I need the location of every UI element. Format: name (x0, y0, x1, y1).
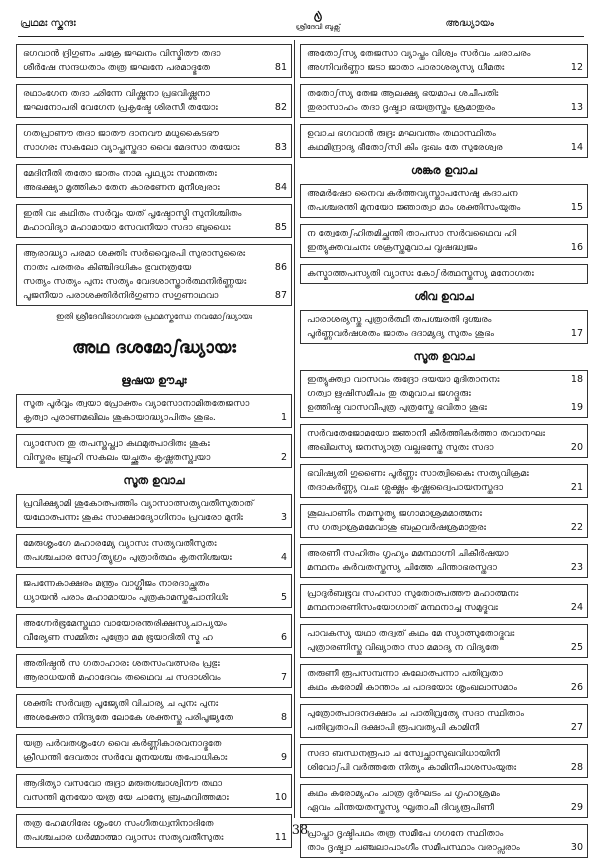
verse-line: തപശ്ചചാര സോഽത്യുഗ്രം പുത്രാർത്ഥം കൃതനിശ്ചയഃ (23, 552, 232, 563)
verse-line: മേരുശൃംഗേ മഹാരമ്യേ വ്യാസഃ സത്യവതീസുതഃ (23, 538, 217, 549)
verse-number: 30 (570, 842, 583, 853)
verse-number: 26 (570, 682, 583, 693)
verse-line: ജപന്നേകാക്ഷരം മന്ത്രം വാഗ്ബീജം നാരദാച്ഛ്രുതം (23, 578, 210, 589)
verse-line: ഗതപ്രാണൗ തദാ ജാതൗ ദാനവൗ മധുകൈടഭൗ (23, 128, 219, 139)
verse-line: അരണീ സഹിതം ഗൃഹ്യം മമന്ഥാഗ്നി ചികീർഷയാ (307, 548, 509, 559)
speaker-heading: സൂത ഉവാച (413, 350, 475, 363)
verse-line: ഇത്യുക്ത്വാ വാസവം രുദ്രോ ദയയാ മുദിതാനനഃ (307, 374, 500, 385)
left-column (16, 44, 292, 854)
verse-number: 17 (570, 328, 583, 339)
verse-number: 25 (570, 642, 583, 653)
verse-line: സത്യം സത്യം പുനഃ സത്യം വേദശാസ്ത്രാർത്ഥനിർണ്ണയഃ (23, 276, 247, 287)
verse-line: പ്രവിക്ഷ്യാമി ശുകോത്പത്തിം വ്യാസാത്സത്യവതീസുതാത് (23, 498, 254, 509)
verse-line: കസ്മാത്തപസ്യതി വ്യാസഃ കോഽർത്ഥസ്തസ്യ മനോഗതഃ (307, 268, 534, 279)
verse-block (300, 704, 588, 738)
verse-number: 14 (570, 142, 583, 153)
verse-line: അതോഽസ്യ തേജസാ വ്യാപ്തം വിശ്വം സർവം ചരാചരം (307, 48, 531, 59)
verse-number: 28 (570, 762, 583, 773)
verse-block (300, 544, 588, 578)
verse-number: 27 (570, 722, 583, 733)
verse-line: ഉത്തിഷ്ഠ വാസവീപുത്ര പുത്രസ്തേ ഭവിതാ ശുഭഃ (307, 402, 487, 413)
speaker-heading: ശങ്കര ഉവാച (411, 164, 477, 177)
verse-line: ശൂലപാണിം നമസ്കൃത്യ ജഗാമാശ്രമമാത്മനഃ (307, 508, 482, 519)
verse-number: 86 (274, 262, 287, 273)
verse-line: അഗ്നിവർണ്ണാ ജടാ ജാതാ പാരാശര്യസ്യ ധീമതഃ (307, 62, 505, 73)
verse-block (300, 44, 588, 78)
verse-block (16, 434, 292, 468)
verse-line: തദാകർണ്ണ്യ വചഃ ശ്ലക്ഷ്ണം കൃഷ്ണദ്വൈപായനസ്തദാ (307, 482, 504, 493)
verse-line: പതിവ്രതാപി ദക്ഷാപി രൂപവത്യപി കാമിനീ (307, 722, 480, 733)
verse-block (16, 734, 292, 768)
verse-block (16, 774, 292, 808)
verse-number: 10 (274, 792, 287, 803)
verse-block (16, 394, 292, 428)
verse-line: വീര്യേണ സമ്മിതഃ പുത്രോ മമ ഭൂയാദിതി സ്മ ഹ (23, 632, 213, 643)
verse-number: 84 (274, 182, 287, 193)
verse-block (300, 744, 588, 778)
verse-number: 23 (570, 562, 583, 573)
verse-line: അശക്തോ നിന്ദ്യതേ ലോകേ ശക്തസ്തു പരിപൂജ്യതേ (23, 712, 234, 723)
verse-line: പൂർണ്ണവർഷശതം ജാതം ദദാമ്യദ്യ സുതം ശുഭം (307, 328, 494, 339)
verse-line: ഏവം ചിന്തയതസ്തസ്യ ഘൃതാചീ ദിവ്യരൂപിണീ (307, 802, 494, 813)
verse-line: തരുണീ രൂപസമ്പന്നാ കുലോത്പന്നാ പതിവ്രതാ (307, 668, 503, 679)
verse-line: ധ്യായൻ പരാം മഹാമായാം പുത്രകാമസ്തപോനിധിഃ (23, 592, 228, 603)
verse-line: ഇത്യുക്തവചനഃ ശക്രസ്തമുവാച വൃഷദ്ധ്വജം (307, 242, 478, 253)
verse-line: അഖിലസ്യ ജനസ്യാത്ര വല്ലഭസ്തേ സുതഃ സദാ (307, 442, 494, 453)
verse-line: കഥം കരോമ്യഹം ചാത്ര ദുർഘടം ച ഗൃഹാശ്രമം (307, 788, 500, 799)
verse-line: ഭഗവാൻ ദ്രിഗുണം ചക്രേ ജഘനം വിസ്മിതൗ തദാ (23, 48, 221, 59)
verse-block (300, 424, 588, 458)
verse-number: 20 (570, 442, 583, 453)
verse-block (300, 184, 588, 218)
verse-line: മന്ഥനം കുർവതസ്തസ്യ ചിത്തേ ചിന്താഭരസ്തദാ (307, 562, 497, 573)
verse-line: അതിഷ്ഠൻ സ ഗതാഹാരഃ ശതസംവത്സരം പ്രഭുഃ (23, 658, 220, 669)
verse-block (300, 310, 588, 344)
verse-block (16, 574, 292, 608)
verse-line: തത്ര ഹേമഗിരേഃ ശൃംഗേ സംഗീതധ്വനിനാദിതേ (23, 818, 214, 829)
chapter-title: അഥ ദശമോഽദ്ധ്യായഃ (72, 338, 236, 358)
verse-block (300, 370, 588, 418)
verse-number: 13 (570, 102, 583, 113)
verse-block (300, 224, 588, 258)
verse-block (16, 44, 292, 78)
page-header (18, 12, 584, 37)
verse-number: 4 (280, 552, 287, 563)
verse-number: 12 (570, 62, 583, 73)
page-number: 38 (291, 823, 309, 838)
verse-block (300, 584, 588, 618)
verse-line: പൂജനീയാ പരാശക്തിർനിർഗുണാ സഗുണാഥവാ (23, 290, 219, 301)
verse-line: അഭക്ഷ്യാ മൃത്തികാ തേന കാരണേന മുനീശ്വരാഃ (23, 182, 220, 193)
verse-line: ശീർഷേ സന്ദധതാം തത്ര ജഘനേ പരമാദ്ഭുതേ (23, 62, 211, 73)
verse-block (16, 534, 292, 568)
verse-line: ആരാദ്ധ്യാ പരമാ ശക്തിഃ സർവ്വൈരപി സുരാസുരൈഃ (23, 248, 246, 259)
verse-number: 11 (274, 832, 287, 843)
verse-block (300, 504, 588, 538)
verse-line: പുത്രോത്പാദനദക്ഷാം ച പാതിവ്രത്യേ സദാ സ്ഥിതാം (307, 708, 524, 719)
verse-line: ന ത്വേതേഽഹിതമിച്ഛന്തി താപസാ സർവഥൈവ ഹി (307, 228, 517, 239)
verse-line: സൂത പൂർവ്വം ത്വയാ പ്രോക്തം വ്യാസോനാമിതതേജസാ (23, 398, 250, 409)
verse-line: വ്യാസേന തു തപസ്തപ്ത്വാ കഥമുത്പാദിതഃ ശുകഃ (23, 438, 210, 449)
verse-number: 8 (280, 712, 287, 723)
verse-block (16, 614, 292, 648)
verse-number: 9 (280, 752, 287, 763)
verse-number: 87 (274, 290, 287, 301)
verse-line: സർവതേജോമയോ ജ്ഞാനീ കീർത്തികർത്താ തവാനഘഃ (307, 428, 545, 439)
verse-number: 16 (570, 242, 583, 253)
verse-line: മഹാവിദ്യാ മഹാമായാ സേവനീയാ സദാ ബുധൈഃ (23, 222, 231, 233)
verse-number: 82 (274, 102, 287, 113)
verse-line: വിസ്തരം ബ്രൂഹി സകലം യച്ഛുതം കൃഷ്ണതസ്ത്വയാ (23, 452, 211, 463)
speaker-heading: സൂത ഉവാച (123, 474, 185, 487)
verse-line: പാവകസ്യ യഥാ തദ്വത് കഥം മേ സ്യാത്സുതോദ്ഭവഃ (307, 628, 515, 639)
verse-line: ഉവാച ഭഗവാൻ രുദ്രഃ മഘവന്തം തഥാസ്ഥിതം (307, 128, 496, 139)
verse-block (300, 624, 588, 658)
verse-block (300, 124, 588, 158)
verse-line: പ്രാദുർബഭൂവ സഹസാ സുതോത്പത്തൗ മഹാത്മനഃ (307, 588, 519, 599)
verse-line: വസന്തി മുനയോ യത്ര യേ ചാന്യേ ബ്രഹ്മവിത്തമാഃ (23, 792, 229, 803)
verse-number: 1 (280, 412, 287, 423)
verse-number: 19 (570, 402, 583, 413)
verse-number: 7 (280, 672, 287, 683)
verse-block (16, 494, 292, 528)
header-right-title: അദ്ധ്യായം (445, 18, 494, 29)
verse-block (16, 124, 292, 158)
verse-line: അഗ്നേർഭൂമേസ്തഥാ വായോരന്തരിക്ഷസ്യചാപ്യയം (23, 618, 227, 629)
verse-line: തപശ്ചചാര ധർമ്മാത്മാ വ്യാസഃ സത്യവതീസുതഃ (23, 832, 224, 843)
verse-line: സദാ ബന്ധനരൂപാ ച സ്വേച്ഛാസുഖവിധായിനീ (307, 748, 500, 759)
verse-line: കഥം കരോമി കാന്താം ച പാദയോഃ ശൃംഖലാസമാം (307, 682, 517, 693)
verse-line: പാരാശര്യസ്തു പുത്രാർത്ഥീ തപശ്ചരതി ദുശ്ചരം (307, 314, 492, 325)
verse-line: അമർഷോ നൈവ കർത്തവ്യസ്താപസേഷു കദാചന (307, 188, 518, 199)
verse-line: രഥാംഗേന തദാ ഛിന്നേ വിഷ്ണുനാ പ്രഭവിഷ്ണുനാ (23, 88, 210, 99)
verse-number: 21 (570, 482, 583, 493)
right-column (300, 44, 588, 864)
verse-block (16, 84, 292, 118)
verse-line: ജഘനോപരി വേഗേന പ്രകൃഷ്ടേ ശിരസീ തയോഃ (23, 102, 218, 113)
verse-line: മേദിനീതി തതോ ജാതം നാമ പൃഥ്വ്യാഃ സമന്തതഃ (23, 168, 217, 179)
verse-line: ആരാധയൻ മഹാദേവം തഥൈവ ച സദാശിവം (23, 672, 221, 683)
verse-line: ഭവിഷ്യതി ഗുണൈഃ പൂർണ്ണഃ സാത്വികൈഃ സത്യവിക്രമഃ (307, 468, 529, 479)
publisher-name: ശ്രീദേവി ബുക്സ് (295, 23, 341, 31)
verse-block (16, 244, 292, 306)
verse-line: പുത്രാരണിസ്തു വിഖ്യാതാ സാ മമാദ്യ ന വിദ്യതേ (307, 642, 499, 653)
verse-line: തതോഽസ്യ തേജ ആലക്ഷ്യ ഭയമാപ ശചീപതിഃ (307, 88, 499, 99)
verse-line: തപശ്ചരന്തി മുനയോ ജ്ഞാത്വാ മാം ശക്തിസംയുതം (307, 202, 521, 213)
verse-number: 15 (570, 202, 583, 213)
verse-number: 22 (570, 522, 583, 533)
speaker-heading: ഋഷയ ഊചുഃ (121, 374, 187, 387)
verse-line: യഥോത്പന്നഃ ശുകഃ സാക്ഷാദ്യോഗിനാം പ്രവരോ മുനിഃ (23, 512, 243, 523)
verse-number: 24 (570, 602, 583, 613)
header-left-title: പ്രഥമഃ സ്കന്ദഃ (20, 18, 76, 29)
flame-icon (311, 10, 325, 24)
publisher-logo (273, 10, 363, 32)
verse-number: 3 (280, 512, 287, 523)
verse-number: 81 (274, 62, 287, 73)
verse-block (16, 694, 292, 728)
verse-block (300, 784, 588, 818)
verse-line: ആദിത്യാ വസവോ രുദ്രാ മരുതശ്ചാശ്വിനൗ തഥാ (23, 778, 223, 789)
verse-number: 2 (280, 452, 287, 463)
verse-line: ഗത്വാ ഋഷിസമീപം തു തമുവാച ജഗദ്ഗുരുഃ (307, 388, 471, 399)
verse-line: യത്ര പർവതശൃംഗേ വൈ കർണ്ണികാരവനാദ്ഭുതേ (23, 738, 222, 749)
verse-line: കഥമിന്ദ്രാദ്യ ഭീതോഽസി കിം ദുഃഖം തേ സുരേശ്വര (307, 142, 503, 153)
chapter-colophon: ഇതി ശ്രീദേവീഭാഗവതേ പ്രഥമസ്കന്ധേ നവമോഽദ്ധ്യായഃ (55, 312, 253, 321)
verse-line: ക്രീഡന്തി ദേവതാഃ സർവേ മുനയശ്ച തപോധികാഃ (23, 752, 228, 763)
verse-block (300, 664, 588, 698)
verse-number: 6 (280, 632, 287, 643)
verse-block (300, 84, 588, 118)
speaker-heading: ശിവ ഉവാച (414, 290, 474, 303)
verse-line: ശിവോഽപി വർത്തതേ നിത്യം കാമിനീപാശസംയുതഃ (307, 762, 517, 773)
verse-line: ഇതി വഃ കഥിതം സർവ്വം യത് പൃഷ്ടോസ്മി സുനിശ്ചിതം (23, 208, 242, 219)
verse-line: തുരാസാഹം തദാ ദൃഷ്ട്വാ ഭയത്രസ്തം ശ്രമാതുരം (307, 102, 495, 113)
verse-number: 5 (280, 592, 287, 603)
verse-line: പ്രാപ്താ ദൃഷ്ടിപഥം തത്ര സമീപേ ഗഗനേ സ്ഥിതാം (307, 828, 504, 839)
column-divider (294, 40, 295, 818)
verse-block (16, 164, 292, 198)
verse-line: നാതഃ പരതരം കിഞ്ചിദധികം ഭുവനത്രയേ (23, 262, 192, 273)
verse-block (16, 204, 292, 238)
verse-line: താം ദൃഷ്ട്വാ ചഞ്ചലാപാംഗീം സമീപസ്ഥാം വരാപ്സരാം (307, 842, 520, 853)
verse-line: മന്ഥനാരണിസംയോഗാത് മന്ഥനാച്ച സമുദ്ഭവഃ (307, 602, 498, 613)
verse-line: സാഗരഃ സകലോ വ്യാപ്തസ്തദാ വൈ മേദസാ തയോഃ (23, 142, 240, 153)
verse-number: 85 (274, 222, 287, 233)
verse-block (300, 464, 588, 498)
verse-line: കൃത്വാ പുരാണമഖിലം ശുകായാദ്ധ്യാപിതം ശുഭം. (23, 412, 216, 423)
verse-block (16, 654, 292, 688)
verse-number: 29 (570, 802, 583, 813)
verse-number: 83 (274, 142, 287, 153)
verse-line: സ ഗത്വാശ്രമമേവാശു ബഹുവർഷശ്രമാതുരഃ (307, 522, 487, 533)
verse-block (300, 264, 588, 284)
verse-number: 18 (570, 374, 583, 385)
verse-line: ശക്തിഃ സർവത്ര പൂജ്യേതി വിചാര്യ ച പുനഃ പുനഃ (23, 698, 219, 709)
